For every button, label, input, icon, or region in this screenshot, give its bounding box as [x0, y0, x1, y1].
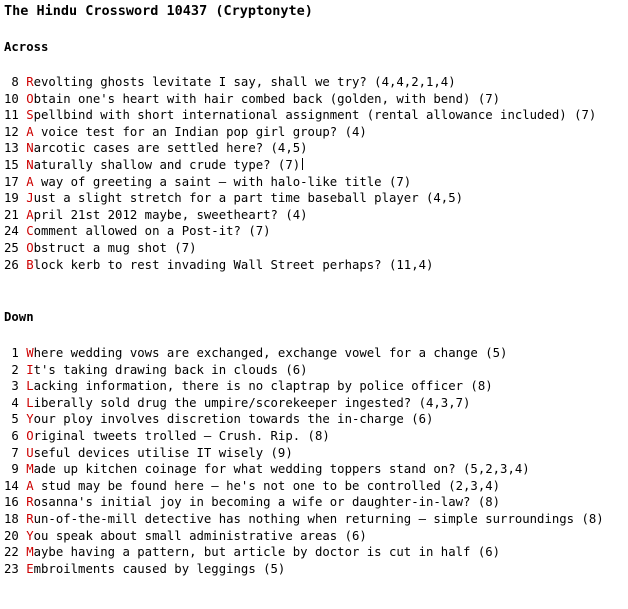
down-clue [4, 494, 628, 511]
down-clue [4, 345, 628, 362]
clue-text: omment allowed on a Post-it? (7) [33, 224, 271, 239]
clue-text: acking information, there is no claptrap by police officer (8) [33, 379, 493, 394]
clue-first-letter: O [26, 428, 34, 443]
clue-first-letter: L [26, 379, 34, 394]
across-clue [4, 157, 628, 174]
clue-text: pril 21st 2012 maybe, sweetheart? (4) [33, 207, 308, 222]
clue-number: 22 [4, 545, 19, 560]
clue-first-letter: A [26, 124, 34, 139]
clue-text: aybe having a pattern, but article by doctor is cut in half (6) [33, 545, 501, 560]
down-clue-list [4, 345, 628, 577]
clue-number: 16 [4, 495, 19, 510]
clue-number: 4 [4, 395, 19, 410]
clue-text: aturally shallow and crude type? (7) [33, 157, 301, 172]
across-clue [4, 91, 628, 108]
down-clue [4, 478, 628, 495]
page-title: The Hindu Crossword 10437 (Cryptonyte) [4, 3, 313, 19]
clue-first-letter: C [26, 224, 34, 239]
clue-first-letter: O [26, 240, 34, 255]
clue-text: our ploy involves discretion towards the in-charge (6) [33, 412, 434, 427]
down-clue [4, 561, 628, 578]
clue-first-letter: R [26, 75, 34, 89]
across-clue-list [4, 74, 628, 273]
clue-text: mbroilments caused by leggings (5) [33, 561, 286, 576]
clue-first-letter: R [26, 495, 34, 510]
down-clue [4, 411, 628, 428]
clue-text: stud may be found here — he's not one to be controlled (2,3,4) [33, 478, 501, 493]
clue-first-letter: B [26, 257, 34, 272]
clue-number: 8 [4, 75, 19, 89]
clue-text: evolting ghosts levitate I say, shall we try? (4,4,2,1,4) [33, 75, 456, 89]
clue-number: 20 [4, 528, 19, 543]
across-heading: Across [4, 40, 49, 54]
clue-number: 15 [4, 157, 19, 172]
clue-text: bstruct a mug shot (7) [33, 240, 197, 255]
clue-first-letter: E [26, 561, 34, 576]
clue-number: 13 [4, 141, 19, 156]
clue-number: 11 [4, 108, 19, 123]
clue-first-letter: O [26, 91, 34, 106]
clue-number: 12 [4, 124, 19, 139]
clue-first-letter: M [26, 462, 34, 477]
clue-first-letter: J [26, 191, 34, 206]
clue-number: 23 [4, 561, 19, 576]
clue-first-letter: N [26, 141, 34, 156]
across-clue [4, 207, 628, 224]
clue-text: osanna's initial joy in becoming a wife or daughter-in-law? (8) [33, 495, 501, 510]
clue-first-letter: Y [26, 528, 34, 543]
clue-text: pellbind with short international assignment (rental allowance included) (7) [33, 108, 597, 123]
down-clue [4, 544, 628, 561]
down-clue [4, 461, 628, 478]
across-clue [4, 240, 628, 257]
clue-first-letter: A [26, 478, 34, 493]
clue-number: 14 [4, 478, 19, 493]
clue-text: lock kerb to rest invading Wall Street perhaps? (11,4) [33, 257, 434, 272]
clue-first-letter: A [26, 174, 34, 189]
text-cursor [302, 158, 303, 170]
clue-text: arcotic cases are settled here? (4,5) [33, 141, 308, 156]
clue-number: 24 [4, 224, 19, 239]
clue-number: 17 [4, 174, 19, 189]
across-clue [4, 124, 628, 141]
clue-number: 2 [4, 362, 19, 377]
down-clue [4, 445, 628, 462]
clue-first-letter: W [26, 346, 34, 360]
clue-text: seful devices utilise IT wisely (9) [33, 445, 293, 460]
down-clue [4, 528, 628, 545]
clue-text: way of greeting a saint — with halo-like title (7) [33, 174, 412, 189]
clue-number: 9 [4, 462, 19, 477]
across-clue [4, 257, 628, 274]
across-clue [4, 190, 628, 207]
clue-number: 10 [4, 91, 19, 106]
clue-text: ade up kitchen coinage for what wedding toppers stand on? (5,2,3,4) [33, 462, 530, 477]
down-heading: Down [4, 310, 34, 324]
down-clue [4, 362, 628, 379]
clue-first-letter: R [26, 511, 34, 526]
clue-number: 25 [4, 240, 19, 255]
clue-number: 3 [4, 379, 19, 394]
clue-number: 18 [4, 511, 19, 526]
clue-first-letter: L [26, 395, 34, 410]
clue-text: riginal tweets trolled — Crush. Rip. (8) [33, 428, 330, 443]
clue-number: 5 [4, 412, 19, 427]
clue-text: t's taking drawing back in clouds (6) [33, 362, 308, 377]
clue-first-letter: I [26, 362, 34, 377]
clue-first-letter: S [26, 108, 34, 123]
clue-first-letter: M [26, 545, 34, 560]
down-clue [4, 378, 628, 395]
clue-number: 7 [4, 445, 19, 460]
across-clue [4, 223, 628, 240]
clue-first-letter: Y [26, 412, 34, 427]
clue-number: 26 [4, 257, 19, 272]
clue-number: 1 [4, 346, 19, 360]
clue-first-letter: U [26, 445, 34, 460]
down-clue [4, 395, 628, 412]
clue-number: 19 [4, 191, 19, 206]
clue-number: 21 [4, 207, 19, 222]
across-clue [4, 74, 628, 91]
clue-text: ust a slight stretch for a part time baseball player (4,5) [33, 191, 464, 206]
clue-text: ou speak about small administrative areas (6) [33, 528, 367, 543]
clue-text: voice test for an Indian pop girl group? (4) [33, 124, 367, 139]
clue-number: 6 [4, 428, 19, 443]
clue-text: btain one's heart with hair combed back (golden, with bend) (7) [33, 91, 501, 106]
clue-text: here wedding vows are exchanged, exchange vowel for a change (5) [33, 346, 508, 360]
down-clue [4, 511, 628, 528]
clue-first-letter: N [26, 157, 34, 172]
across-clue [4, 107, 628, 124]
across-clue [4, 174, 628, 191]
clue-first-letter: A [26, 207, 34, 222]
clue-text: iberally sold drug the umpire/scorekeeper ingested? (4,3,7) [33, 395, 471, 410]
down-clue [4, 428, 628, 445]
clue-text: un-of-the-mill detective has nothing when returning — simple surroundings (8) [33, 511, 604, 526]
across-clue [4, 140, 628, 157]
